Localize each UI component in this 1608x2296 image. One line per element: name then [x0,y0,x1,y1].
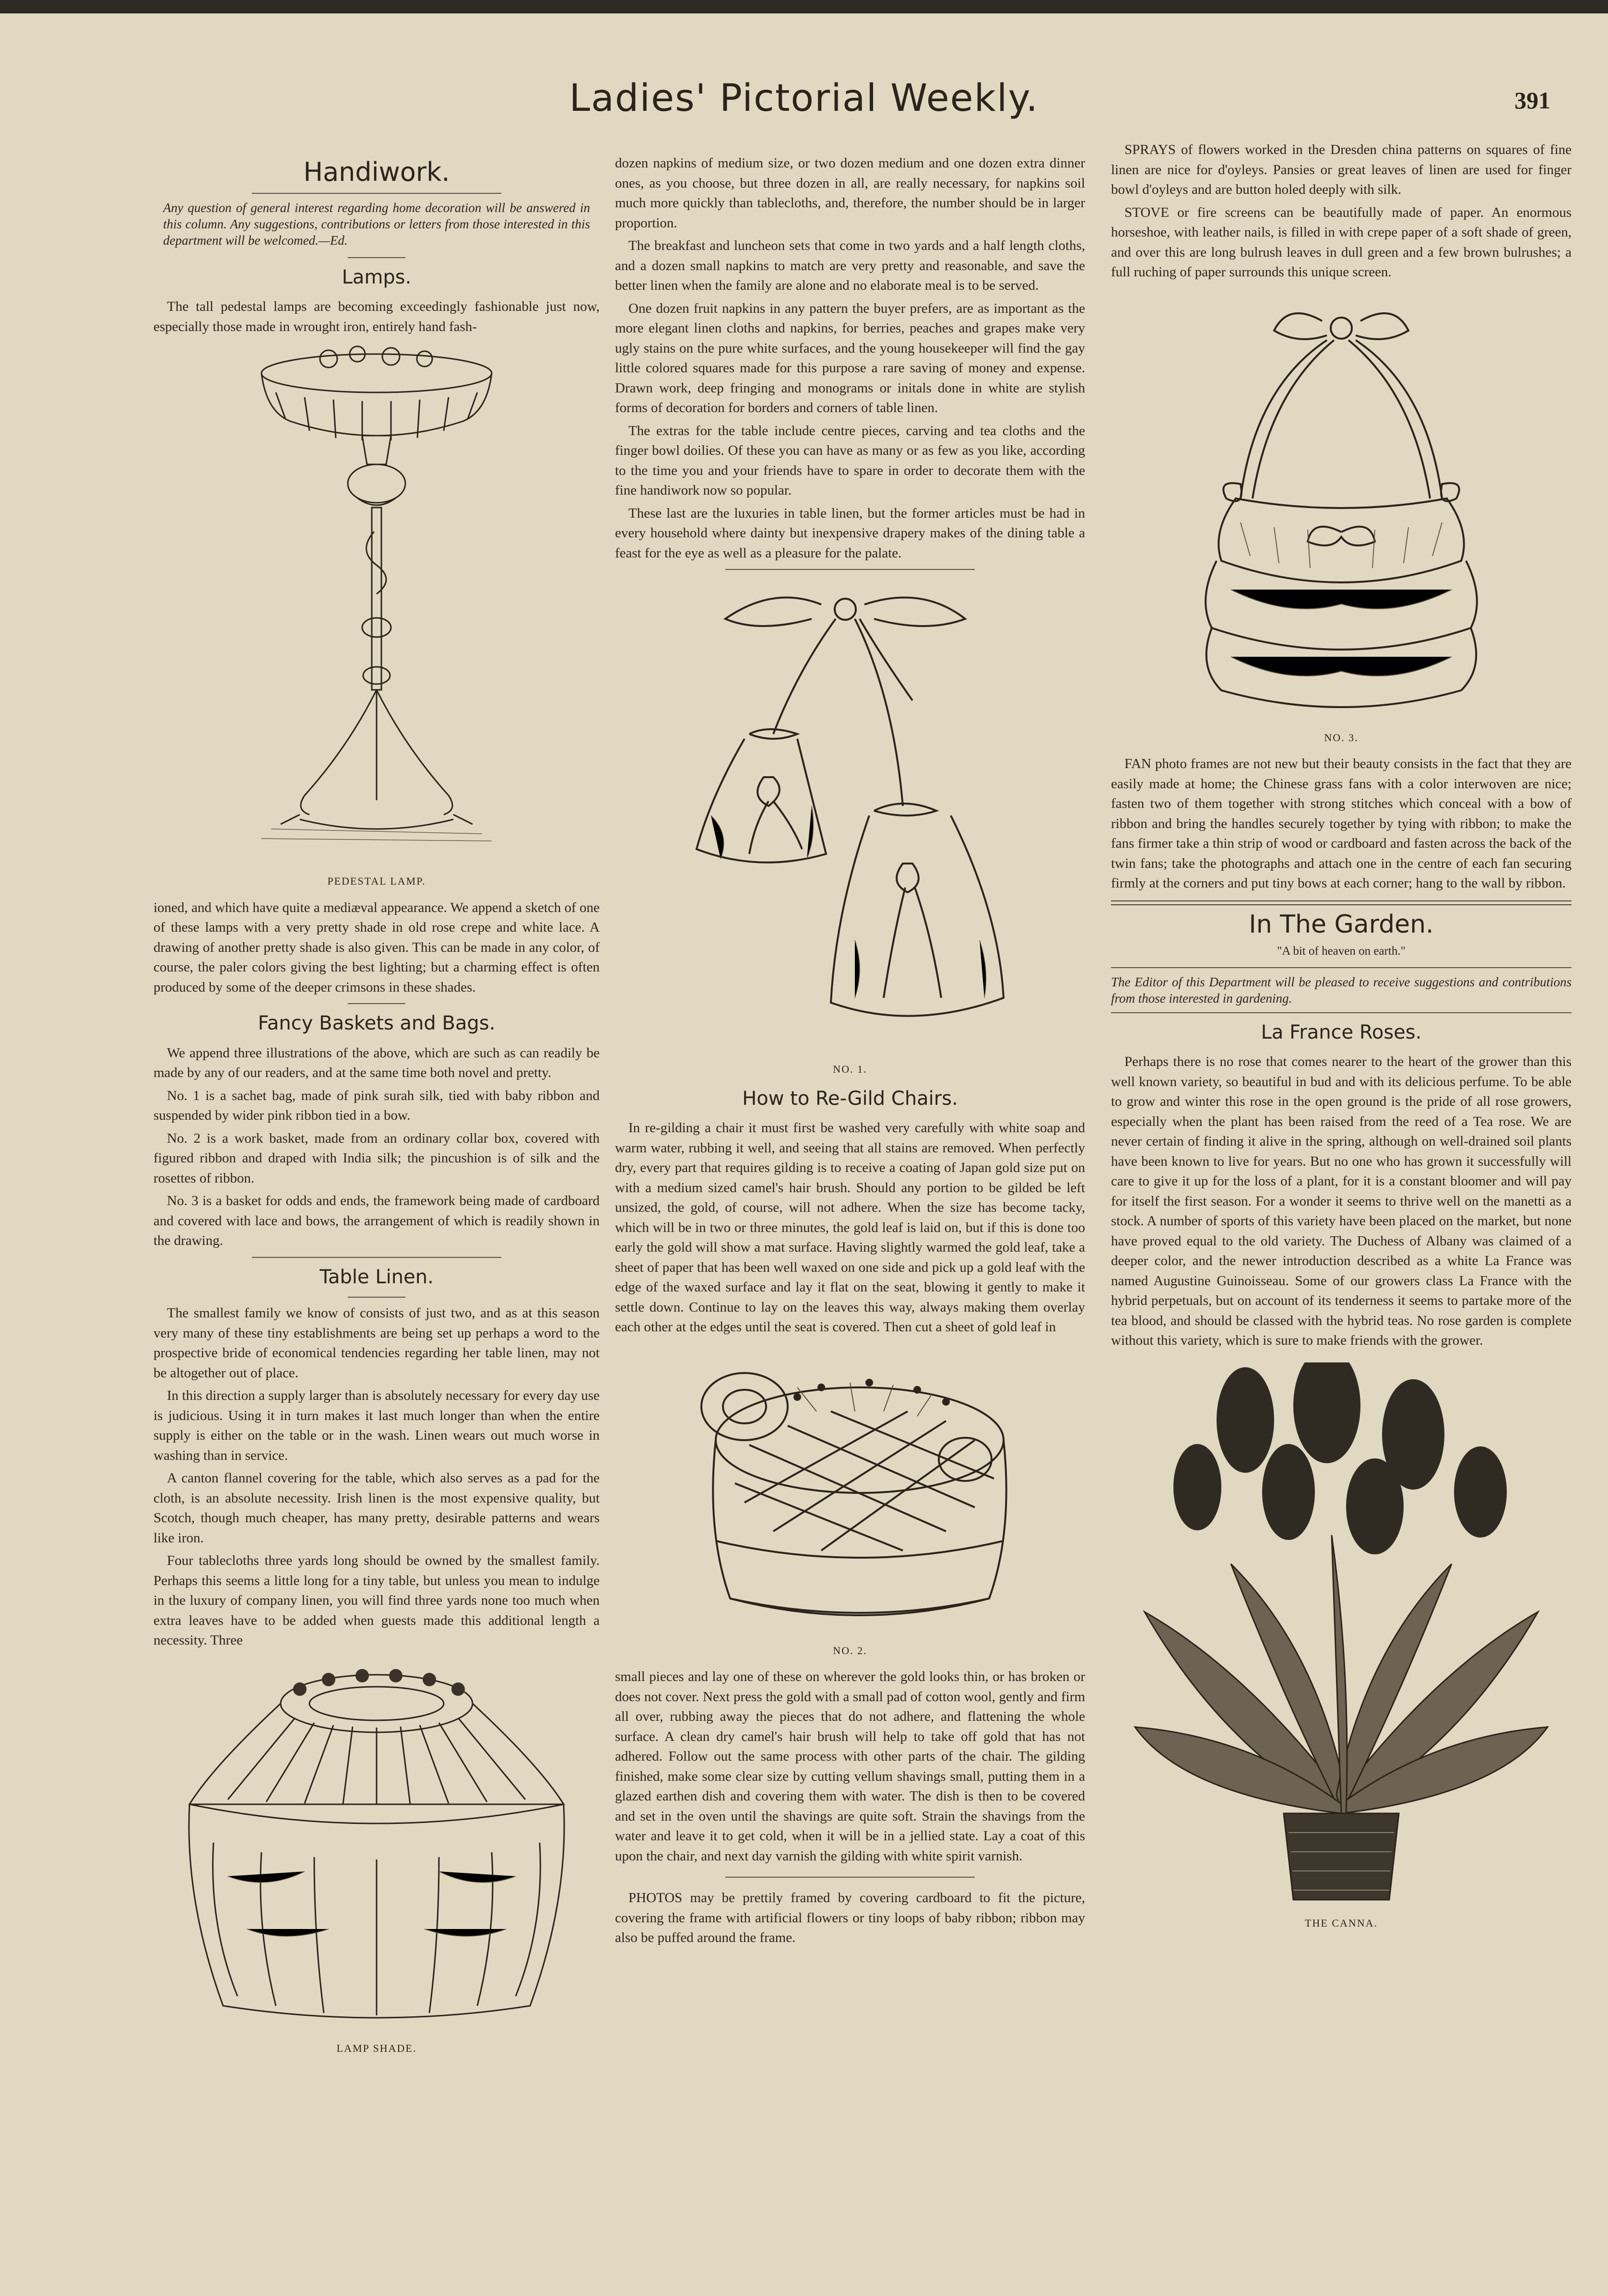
lamp-shade-illustration [170,1660,583,2035]
canna-caption: THE CANNA. [1305,1917,1378,1929]
pedestal-lamp-illustration [233,340,520,867]
in-the-garden-heading: In The Garden. [1249,910,1434,939]
sprays-paragraph [1111,140,1572,200]
paragraph: One dozen fruit napkins in any pattern the buyer prefers, are as important as the more elegant linen cloths and napkins, for berries, peaches and grapes make very ugly stains on the pure white surfaces, and the young housekeeper will find the gay little colored squares made for this purpose a rare saving of money and expense. Drawn work, deep fringing and monograms or initals done in white are stylish forms of decoration for borders and corners of table linen. [615,300,1085,415]
paragraph: These last are the luxuries in table linen, but the former articles must be had in every household where dainty but inexpensive drapery makes of the dining table a feast for the eye as well as a pleasure for the palate. [615,505,1085,561]
paragraph: Perhaps there is no rose that comes nearer to the heart of the grower than this well known variety, so beautiful in bud and with its delicious perfume. To be able to grow and winter this rose in the open ground is the pride of all rose growers, especially when the plant has been raised from the reed of a Tea rose. We are never certain of finding it alive in the spring, although on well-drained soil plants have been known to live for years. But no one who has grown it successfully will care to give it up for the loss of a plant, for it is a constant bloomer and will pay for itself the first season. For a wonder it seems to thrive well on the manetti as a stock. A number of sports of this variety have been placed on the market, but none have proved equal to the old variety. The Duchess of Albany was claimed of a deeper color, and the newer introduction described as a white La France was named Augustine Guinoisseau. Some of our growers class La France with the hybrid perpetuals, but on account of its tenderness it seems to partake more of the tea blood, and should be classed with the hybrid teas. No rose garden is complete without this variety, which is sure to make friends with the grower. [1111,1054,1572,1348]
handiwork-heading: Handiwork. [303,157,450,187]
lamp-shade-caption: LAMP SHADE. [336,2042,417,2054]
column-2 [615,154,1085,1951]
paragraph: In this direction a supply larger than is absolutely necessary for every day use is judicious. Using it in turn makes it last much longer than when the entire supply is either on the table or in the wash. Linen wears out much worse in washing than in service. [154,1388,600,1463]
divider [348,257,405,258]
paragraph: We append three illustrations of the above, which are such as can readily be made by any of our readers, and at the same time both novel and pretty. [154,1045,600,1080]
editor-note: Any question of general interest regarding home decoration will be answered in this column. Any suggestions, contributions or letters from those interested in this department will be welcomed.—Ed. [163,200,590,248]
no2-caption: NO. 2. [833,1644,867,1657]
section-divider [1111,900,1572,905]
regild-chairs-heading: How to Re-Gild Chairs. [742,1087,958,1110]
paragraph: The tall pedestal lamps are becoming exceedingly fashionable just now, especially those made in wrought iron, entirely hand fash- [154,299,600,334]
divider [725,1877,975,1878]
paragraph: The smallest family we know of consists of just two, and as at this season very many of these tiny establishments are being set up perhaps a word to the prospective bride of economical tendencies regarding her table linen, may not be altogether out of place. [154,1305,600,1381]
la-france-roses-heading: La France Roses. [1261,1021,1422,1043]
divider [348,1297,405,1298]
paragraph-text: of flowers worked in the Dresden china patterns on squares of fine linen are nice for d'oyleys. Pansies or great leaves of linen are used for finger bowl d'oyleys and are button holed deeply with silk. [1111,142,1572,197]
odds-basket-illustration [1169,292,1514,724]
divider [252,193,501,194]
paragraph: ioned, and which have quite a mediæval appearance. We append a sketch of one of these lamps with a very pretty shade in old rose crepe and white lace. A drawing of another pretty shade is also given. This can be made in any color, of course, the paler colors giving the best lighting; but a charming effect is often produced by some of the deeper crimsons in these shades. [154,899,600,995]
paragraph: The extras for the table include centre pieces, carving and tea cloths and the finger bowl doilies. Of these you can have as many or as few as you like, according to the time you and your friends have to spare in order to decorate them with the fine handiwork now so popular. [615,423,1085,498]
table-linen-heading: Table Linen. [319,1266,434,1288]
paragraph: dozen napkins of medium size, or two dozen medium and one dozen extra dinner ones, as you choose, but three dozen in all, are really necessary, for napkins soil much more quickly than tablecloths, and, therefore, the number should be in larger proportion. [615,155,1085,231]
paragraph: No. 2 is a work basket, made from an ordinary collar box, covered with figured ribbon and draped with India silk; the pincushion is of silk and the rosettes of ribbon. [154,1130,600,1186]
lead-word: FAN [1124,756,1151,771]
divider [348,1003,405,1004]
paragraph: No. 3 is a basket for odds and ends, the framework being made of cardboard and covered with lace and bows, the arrangement of which is readily shown in the drawing. [154,1193,600,1248]
paragraph: A canton flannel covering for the table, which also serves as a pad for the cloth, is an absolute necessity. Irish linen is the most expensive quality, but Scotch, though much cheaper, has many pretty, desirable patterns and wears like iron. [154,1470,600,1546]
no3-caption: NO. 3. [1324,731,1359,744]
paragraph: small pieces and lay one of these on wherever the gold looks thin, or has broken or does not cover. Next press the gold with a small pad of cotton wool, gently and firm all over, rubbing away the pieces that do not adhere, and flattening the whole surface. A clean dry camel's hair brush will help to take off gold that has not adhered. Follow out the same process with other parts of the chair. The gilding finished, make some clear size by cutting vellum shavings small, putting them in a glazed earthen dish and covering them with water. The dish is then to be covered and set in the oven until the shavings are quite soft. Strain the shavings from the water and leave it to get cold, when it will be in a jellied state. Lay a coat of this upon the chair, and next day varnish the gilding with white spirit varnish. [615,1669,1085,1864]
stove-paragraph [1111,203,1572,283]
photos-paragraph [615,1888,1085,1948]
divider [725,569,975,570]
work-basket-illustration [677,1349,1023,1637]
divider [1111,967,1572,968]
divider [1111,1012,1572,1013]
pedestal-lamp-caption: PEDESTAL LAMP. [327,875,426,887]
masthead-title: Ladies' Pictorial Weekly. [569,77,1039,120]
paragraph: No. 1 is a sachet bag, made of pink surah silk, tied with baby ribbon and suspended by wider pink ribbon tied in a bow. [154,1088,600,1123]
lamps-heading: Lamps. [342,266,412,288]
page-number: 391 [1514,87,1550,114]
paragraph-text: photo frames are not new but their beauty consists in the fact that they are easily made at home; the Chinese grass fans with a color interwoven are nice; fasten two of them together with strong stitches which conceal with a bow of ribbon and bring the handles securely together by tying with ribbon; to make the fans firmer take a thin strip of wood or cardboard and fasten across the back of the twin fans; take the photographs and attach one in the centre of each fan securing firmly at the corners and put tiny bows at each corner; hang to the wall by ribbon. [1111,756,1572,891]
top-edge [0,0,1608,13]
lead-word: SPRAYS [1124,142,1176,157]
sachet-bag-illustration [653,576,1047,1055]
canna-illustration [1125,1362,1557,1909]
baskets-heading: Fancy Baskets and Bags. [258,1012,496,1034]
paragraph-text: may be prettily framed by covering cardboard to fit the picture, covering the frame with artificial flowers or tiny loops of baby ribbon; ribbon may also be puffed around the frame. [615,1890,1085,1945]
fan-paragraph [1111,754,1572,894]
column-3 [1111,140,1572,1940]
paragraph-text: or fire screens can be beautifully made of paper. An enormous horseshoe, with leather nails, is filled in with crepe paper of a soft shade of green, and over this are long bulrush leaves in dull green and a few brown bulrushes; a full ruching of paper surrounds this unique screen. [1111,204,1572,280]
no1-caption: NO. 1. [833,1063,867,1075]
garden-quote: "A bit of heaven on earth." [1277,945,1406,958]
divider [252,1257,501,1258]
paragraph: In re-gilding a chair it must first be washed very carefully with white soap and warm water, rubbing it well, and seeing that all stains are removed. When perfectly dry, every part that requires gilding is to receive a coating of Japan gold size put on with a medium sized camel's hair brush. Should any portion to be gilded be left unsized, the gold, of course, will not adhere. When the size has become tacky, which will be in two or three minutes, the gold leaf is laid on, but if this is done too early the gold will show a mat surface. Having slightly warmed the gold leaf, take a sheet of paper that has been well waxed on one side and pick up a gold leaf with the edge of the waxed surface and lay it flat on the seat, blowing it gently to make it settle down. Continue to lay on the leaves this way, always making them overlay each other at the edges until the seat is covered. Then cut a sheet of gold leaf in [615,1120,1085,1335]
lead-word: PHOTOS [628,1890,683,1905]
paragraph: Four tablecloths three yards long should be owned by the smallest family. Perhaps this seems a little long for a tiny table, but unless you mean to indulge in the luxury of company linen, you will find three yards none too much when extra leaves have to be added when guests made this additional length a necessity. Three [154,1553,600,1648]
lead-word: STOVE [1124,204,1169,220]
garden-editor-note: The Editor of this Department will be pleased to receive suggestions and contributions from those interested in gardening. [1111,974,1572,1006]
column-1 [154,154,600,2065]
paragraph: The breakfast and luncheon sets that come in two yards and a half length cloths, and a dozen small napkins to match are very pretty and reasonable, and save the better linen when the family are alone and no elaborate meal is to be served. [615,238,1085,293]
